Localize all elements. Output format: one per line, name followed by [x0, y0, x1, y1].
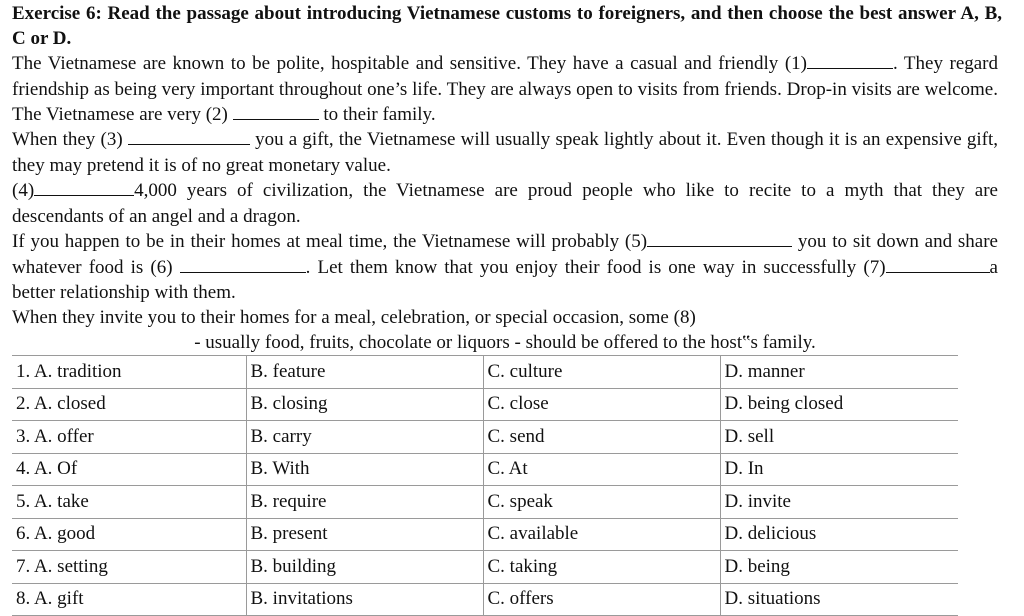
exercise-heading: Exercise 6: Read the passage about introducing Vietnamese customs to foreigners, and then choose the best answer A, B, C or D.: [12, 3, 1002, 49]
option-7-c[interactable]: C. taking: [483, 551, 720, 584]
options-table: [12, 355, 958, 616]
option-1-d[interactable]: D. manner: [720, 356, 958, 389]
blank-2: [233, 102, 319, 120]
option-row-6: [12, 518, 958, 551]
option-1-c[interactable]: C. culture: [483, 356, 720, 389]
passage-text: . They regard friendship as being very important throughout one’s life. They are always open to visits from friends. Drop-in visits are welcome. The Vietnamese are very: [12, 53, 999, 125]
blank-number: (5): [624, 231, 648, 252]
paragraph-meal: [12, 229, 998, 306]
option-3-a[interactable]: 3. A. offer: [12, 421, 246, 454]
passage-text: . Let them know that you enjoy their food is one way in successfully: [305, 256, 864, 278]
passage-text: you to sit down and share whatever food is: [12, 231, 998, 278]
passage-text: to their family.: [318, 104, 436, 125]
passage-text: a better relationship with them.: [12, 256, 998, 303]
option-7-a[interactable]: 7. A. setting: [12, 551, 246, 584]
blank-number: (1): [784, 53, 807, 74]
option-row-1: [12, 356, 958, 389]
option-row-8: [12, 583, 958, 616]
option-2-d[interactable]: D. being closed: [720, 388, 958, 421]
option-1-b[interactable]: B. feature: [246, 356, 483, 389]
blank-4: [34, 178, 134, 196]
option-8-d[interactable]: D. situations: [720, 583, 958, 616]
blank-number: (3): [100, 129, 123, 150]
option-4-c[interactable]: C. At: [483, 453, 720, 486]
option-3-b[interactable]: B. carry: [246, 421, 483, 454]
blank-number: (4): [12, 180, 35, 201]
option-2-c[interactable]: C. close: [483, 388, 720, 421]
option-3-d[interactable]: D. sell: [720, 421, 958, 454]
paragraph-invite: [12, 305, 998, 331]
option-8-a[interactable]: 8. A. gift: [12, 583, 246, 616]
option-6-b[interactable]: B. present: [246, 518, 483, 551]
option-6-a[interactable]: 6. A. good: [12, 518, 246, 551]
option-3-c[interactable]: C. send: [483, 421, 720, 454]
paragraph-intro: [12, 51, 998, 128]
passage-text: - usually food, fruits, chocolate or liquors - should be offered to the host‟s family.: [194, 332, 816, 353]
passage-text: When they: [12, 129, 101, 150]
option-row-7: [12, 551, 958, 584]
option-6-d[interactable]: D. delicious: [720, 518, 958, 551]
blank-number: (7): [863, 256, 886, 278]
option-4-b[interactable]: B. With: [246, 453, 483, 486]
blank-7: [886, 255, 990, 273]
option-row-2: [12, 388, 958, 421]
passage-text: 4,000 years of civilization, the Vietnamese are proud people who like to recite to a myth that they are descendants of an angel and a dragon.: [12, 180, 998, 227]
blank-number: (8): [673, 307, 696, 328]
blank-6: [180, 255, 306, 273]
passage-text: If you happen to be in their homes at meal time, the Vietnamese will probably: [12, 231, 625, 252]
option-2-a[interactable]: 2. A. closed: [12, 388, 246, 421]
option-6-c[interactable]: C. available: [483, 518, 720, 551]
blank-5: [647, 229, 792, 247]
option-5-d[interactable]: D. invite: [720, 486, 958, 519]
passage-text: The Vietnamese are known to be polite, hospitable and sensitive. They have a casual and friendly: [12, 53, 785, 74]
passage-text: When they invite you to their homes for a meal, celebration, or special occasion, some: [12, 307, 674, 328]
paragraph-gift: [12, 127, 998, 178]
option-row-4: [12, 453, 958, 486]
paragraph-invite-end: [12, 330, 998, 356]
option-7-b[interactable]: B. building: [246, 551, 483, 584]
option-4-d[interactable]: D. In: [720, 453, 958, 486]
option-2-b[interactable]: B. closing: [246, 388, 483, 421]
passage-text: you a gift, the Vietnamese will usually speak lightly about it. Even though it is an expensive gift, they may pretend it is of no great monetary value.: [12, 129, 999, 176]
blank-1: [807, 51, 893, 69]
blank-3: [128, 127, 250, 145]
option-5-c[interactable]: C. speak: [483, 486, 720, 519]
option-1-a[interactable]: 1. A. tradition: [12, 356, 246, 389]
option-8-c[interactable]: C. offers: [483, 583, 720, 616]
blank-number: (6): [150, 256, 173, 278]
option-row-3: [12, 421, 958, 454]
option-5-a[interactable]: 5. A. take: [12, 486, 246, 519]
blank-number: (2): [205, 104, 228, 125]
option-8-b[interactable]: B. invitations: [246, 583, 483, 616]
option-row-5: [12, 486, 958, 519]
option-7-d[interactable]: D. being: [720, 551, 958, 584]
option-5-b[interactable]: B. require: [246, 486, 483, 519]
paragraph-civilization: [12, 178, 998, 229]
option-4-a[interactable]: 4. A. Of: [12, 453, 246, 486]
